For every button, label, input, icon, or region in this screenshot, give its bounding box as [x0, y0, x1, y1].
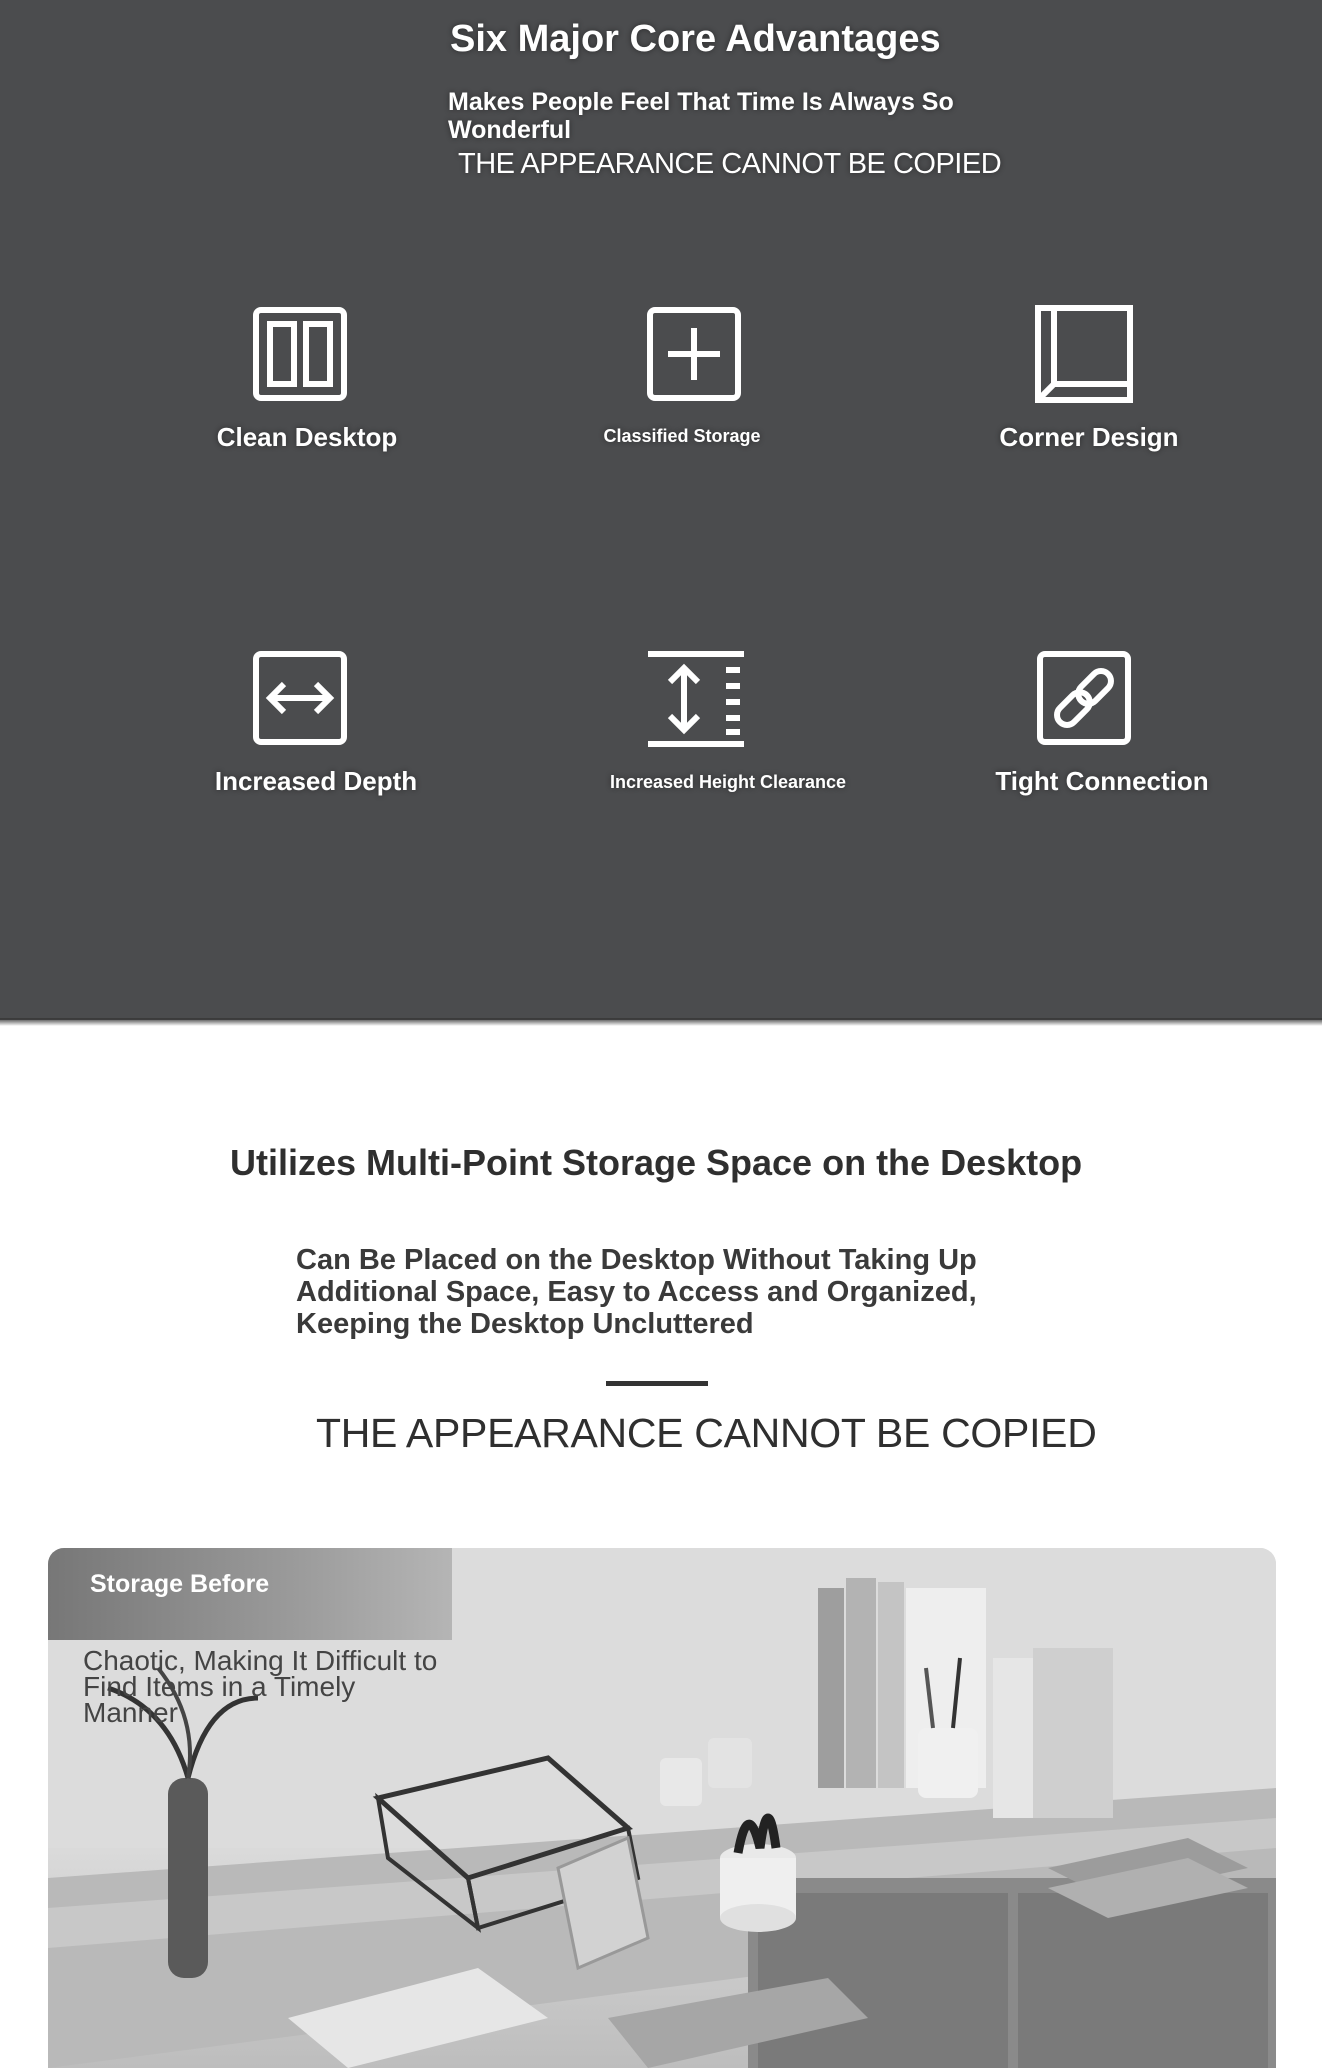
advantages-subtitle: Makes People Feel That Time Is Always So Wonderful	[448, 88, 954, 144]
advantage-label-classified-storage: Classified Storage	[603, 426, 761, 446]
storage-tagline: THE APPEARANCE CANNOT BE COPIED	[316, 1410, 1097, 1456]
two-panel-icon	[252, 306, 352, 406]
corner-icon	[1034, 304, 1134, 404]
advantage-label-increased-height-clearance: Increased Height Clearance	[609, 772, 847, 792]
storage-before-description: Chaotic, Making It Difficult to Find Items in a Timely Manner	[83, 1645, 438, 1728]
section-divider	[0, 1018, 1322, 1026]
storage-description: Can Be Placed on the Desktop Without Taking Up Additional Space, Easy to Access and Organized, Keeping the Desktop Uncluttered	[296, 1244, 977, 1340]
vertical-arrows-icon	[646, 650, 746, 750]
advantage-label-corner-design: Corner Design	[999, 422, 1179, 452]
storage-title: Utilizes Multi-Point Storage Space on the Desktop	[230, 1142, 1083, 1183]
advantages-title: Six Major Core Advantages	[450, 18, 941, 60]
advantage-label-increased-depth: Increased Depth	[214, 766, 418, 796]
advantage-label-clean-desktop: Clean Desktop	[216, 422, 398, 452]
before-photo	[48, 1548, 1276, 2068]
storage-before-label: Storage Before	[90, 1570, 270, 1598]
divider-rule	[606, 1381, 708, 1386]
horizontal-arrows-icon	[252, 650, 352, 750]
link-icon	[1036, 650, 1136, 750]
plus-box-icon	[646, 306, 746, 406]
advantage-label-tight-connection: Tight Connection	[995, 766, 1209, 796]
advantages-tagline: THE APPEARANCE CANNOT BE COPIED	[458, 148, 1002, 180]
